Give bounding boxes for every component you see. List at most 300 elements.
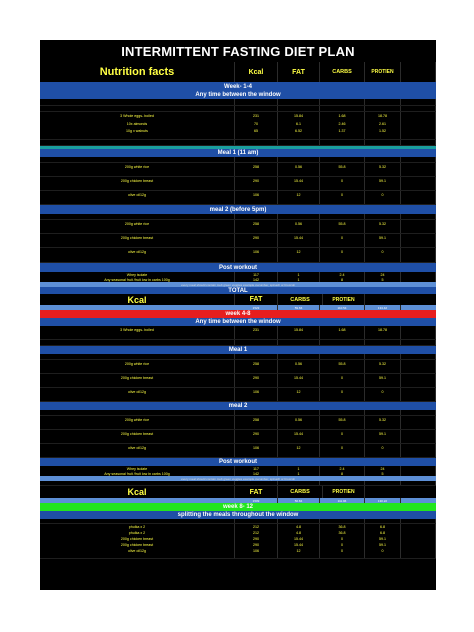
header-cell: PROTIEN <box>323 486 365 498</box>
cell <box>365 99 401 105</box>
cell <box>235 157 278 162</box>
cell-extra <box>401 62 436 82</box>
cell-label: 200g white rice <box>40 360 235 368</box>
cell-protien: 5 <box>365 277 401 282</box>
cell <box>365 199 401 204</box>
cell <box>365 438 401 443</box>
cell <box>365 424 401 429</box>
cell-fat: 15.44 <box>278 177 320 185</box>
cell <box>365 452 401 457</box>
cell <box>235 199 278 204</box>
cell-fat: 4.8 <box>278 530 320 536</box>
cell <box>235 140 278 145</box>
cell <box>320 340 365 345</box>
cell <box>278 340 320 345</box>
header-cell: PROTIEN <box>365 62 401 82</box>
cell <box>40 99 235 105</box>
cell-carbs: 55.8 <box>320 416 365 424</box>
cell-kcal: 290 <box>235 536 278 542</box>
cell <box>40 185 235 190</box>
cell <box>40 199 235 204</box>
total-cell: 130.22 <box>365 498 401 503</box>
cell-kcal: 212 <box>235 524 278 530</box>
diet-plan-sheet <box>40 40 436 590</box>
cell <box>40 214 235 219</box>
cell <box>278 185 320 190</box>
cell <box>320 481 365 485</box>
cell <box>320 106 365 111</box>
cell-kcal: 258 <box>235 220 278 228</box>
cell-label: 200g chicken breast <box>40 536 235 542</box>
cell-carbs: 2.4 <box>320 466 365 471</box>
cell-fat: 0.56 <box>278 163 320 171</box>
kcal-header-3 <box>40 486 436 498</box>
cell <box>235 424 278 429</box>
cell-label: 10x almonds <box>40 120 235 127</box>
meal1-band-2: Meal 1 <box>40 346 436 354</box>
cell <box>365 340 401 345</box>
cell <box>401 334 436 339</box>
cell-label: 200g chicken breast <box>40 542 235 548</box>
cell <box>235 256 278 262</box>
cell-protien: 0 <box>365 191 401 199</box>
cell <box>40 554 235 558</box>
cell-protien: 5 <box>365 471 401 476</box>
cell <box>365 214 401 219</box>
cell-fat: 12 <box>278 248 320 256</box>
food-row-chicken-3 <box>40 430 436 438</box>
cell <box>320 554 365 558</box>
food-row-eggs-2 <box>40 326 436 334</box>
cell-fat: 15.84 <box>278 326 320 334</box>
cell <box>401 242 436 247</box>
cell-fat: 15.44 <box>278 430 320 438</box>
cell-fat: 1 <box>278 277 320 282</box>
cell <box>365 242 401 247</box>
cell-kcal: 231 <box>235 326 278 334</box>
cell-carbs: 0 <box>320 548 365 554</box>
cell <box>320 99 365 105</box>
cell-protien: 59.1 <box>365 374 401 382</box>
cell-extra <box>401 388 436 396</box>
cell <box>320 140 365 145</box>
cell-kcal: 70 <box>235 120 278 127</box>
cell-label: olive oil12g <box>40 191 235 199</box>
cell <box>278 214 320 219</box>
cell-protien: 1.52 <box>365 127 401 134</box>
cell <box>278 199 320 204</box>
cell <box>278 354 320 359</box>
cell <box>40 424 235 429</box>
cell <box>278 452 320 457</box>
cell <box>401 452 436 457</box>
cell-label: 200g chicken breast <box>40 177 235 185</box>
cell-kcal: 290 <box>235 374 278 382</box>
cell-kcal: 290 <box>235 177 278 185</box>
cell-kcal: 106 <box>235 388 278 396</box>
cell-kcal: 106 <box>235 248 278 256</box>
cell <box>235 554 278 558</box>
kcal-header-2 <box>40 294 436 305</box>
cell-label: 200g white rice <box>40 163 235 171</box>
cell-extra <box>401 416 436 424</box>
veggie-note-2: every meal should contain melt green veggies example cucumber, spinach or broccoli <box>40 476 436 481</box>
cell <box>40 140 235 145</box>
cell-protien: 5.32 <box>365 360 401 368</box>
cell <box>40 382 235 387</box>
cell-carbs: 36.8 <box>320 524 365 530</box>
cell <box>401 340 436 345</box>
cell <box>235 185 278 190</box>
cell-extra <box>401 234 436 242</box>
splitting-meals-band: splitting the meals throughout the window <box>40 511 436 519</box>
cell <box>365 519 401 523</box>
cell <box>401 554 436 558</box>
cell-kcal: 117 <box>235 272 278 277</box>
cell-carbs: 0 <box>320 248 365 256</box>
cell-kcal: 106 <box>235 548 278 554</box>
cell <box>365 368 401 373</box>
cell-carbs: 55.8 <box>320 163 365 171</box>
cell <box>40 519 235 523</box>
cell <box>235 106 278 111</box>
cell <box>401 199 436 204</box>
cell-protien: 18.78 <box>365 326 401 334</box>
cell <box>235 368 278 373</box>
cell-protien: 59.1 <box>365 536 401 542</box>
cell-protien: 6.8 <box>365 524 401 530</box>
total-cell: 56.84 <box>278 498 320 503</box>
cell <box>401 134 436 139</box>
cell <box>40 171 235 176</box>
total-band: TOTAL <box>40 287 436 294</box>
cell <box>235 481 278 485</box>
food-row-eggs <box>40 112 436 120</box>
header-cell: Kcal <box>235 62 278 82</box>
plan-title: INTERMITTENT FASTING DIET PLAN <box>121 43 355 59</box>
cell-protien: 5.32 <box>365 416 401 424</box>
cell-label: olive oil12g <box>40 444 235 452</box>
cell-extra <box>401 430 436 438</box>
total-cell: 1509 <box>235 498 278 503</box>
cell <box>235 396 278 401</box>
cell <box>320 424 365 429</box>
cell <box>365 140 401 145</box>
cell <box>40 157 235 162</box>
cell-protien: 0 <box>365 548 401 554</box>
cell <box>40 438 235 443</box>
cell-extra <box>401 177 436 185</box>
cell-fat: 6.52 <box>278 127 320 134</box>
cell <box>401 396 436 401</box>
cell <box>365 106 401 111</box>
cell <box>401 99 436 105</box>
cell-fat: 12 <box>278 548 320 554</box>
header-cell: Nutrition facts <box>40 62 235 82</box>
cell-extra <box>401 120 436 127</box>
cell-kcal: 231 <box>235 112 278 120</box>
cell <box>320 256 365 262</box>
cell-label: 200g chicken breast <box>40 430 235 438</box>
cell <box>320 410 365 415</box>
cell <box>235 452 278 457</box>
cell <box>235 382 278 387</box>
cell <box>401 438 436 443</box>
cell-carbs: 1.68 <box>320 326 365 334</box>
cell-protien: 2.61 <box>365 120 401 127</box>
cell-fat: 15.44 <box>278 374 320 382</box>
cell-kcal: 65 <box>235 127 278 134</box>
cell-carbs: 36.8 <box>320 530 365 536</box>
cell <box>320 242 365 247</box>
cell-label: 200g chicken breast <box>40 374 235 382</box>
cell <box>401 140 436 145</box>
cell <box>40 256 235 262</box>
cell <box>401 519 436 523</box>
cell-kcal: 258 <box>235 163 278 171</box>
cell-fat: 12 <box>278 388 320 396</box>
cell <box>235 519 278 523</box>
cell <box>401 410 436 415</box>
header-cell: PROTIEN <box>323 294 365 305</box>
cell <box>320 452 365 457</box>
cell <box>278 242 320 247</box>
cell <box>235 134 278 139</box>
cell-fat: 15.44 <box>278 542 320 548</box>
cell-carbs: 0 <box>320 444 365 452</box>
cell <box>235 410 278 415</box>
cell <box>40 354 235 359</box>
cell <box>235 354 278 359</box>
cell <box>40 396 235 401</box>
cell <box>320 396 365 401</box>
cell-carbs: 0 <box>320 177 365 185</box>
cell <box>40 334 235 339</box>
cell-kcal: 117 <box>235 466 278 471</box>
cell <box>320 157 365 162</box>
cell-carbs: 55.8 <box>320 220 365 228</box>
cell-protien: 0 <box>365 248 401 256</box>
cell-kcal: 212 <box>235 530 278 536</box>
cell-fat: 4.8 <box>278 524 320 530</box>
cell-kcal: 106 <box>235 444 278 452</box>
cell <box>401 106 436 111</box>
cell-fat: 12 <box>278 444 320 452</box>
header-cell: CARBS <box>278 486 323 498</box>
cell <box>320 228 365 233</box>
cell-fat: 6.1 <box>278 120 320 127</box>
cell-protien: 59.1 <box>365 177 401 185</box>
cell-fat: 0.56 <box>278 416 320 424</box>
cell <box>401 424 436 429</box>
cell-kcal: 142 <box>235 277 278 282</box>
cell-extra <box>401 248 436 256</box>
cell-fat: 1 <box>278 466 320 471</box>
cell <box>320 354 365 359</box>
cell <box>40 134 235 139</box>
cell-carbs: 0 <box>320 542 365 548</box>
cell-protien: 59.1 <box>365 542 401 548</box>
cell-protien: 6.8 <box>365 530 401 536</box>
cell-fat: 12 <box>278 191 320 199</box>
cell <box>320 382 365 387</box>
cell <box>40 242 235 247</box>
food-row-oil-2 <box>40 388 436 396</box>
week-8-12-band: week 8- 12 <box>40 503 436 511</box>
cell-protien: 18.78 <box>365 112 401 120</box>
cell-label: 3 Whole eggs- boiled <box>40 326 235 334</box>
food-row-almonds <box>40 120 436 127</box>
cell <box>320 199 365 204</box>
cell-carbs: 0 <box>320 234 365 242</box>
cell-carbs: 0 <box>320 536 365 542</box>
cell <box>278 410 320 415</box>
cell-protien: 5.32 <box>365 163 401 171</box>
cell-extra <box>401 191 436 199</box>
cell-fat: 15.84 <box>278 112 320 120</box>
cell-carbs: 55.8 <box>320 360 365 368</box>
cell-label: olive oil12g <box>40 248 235 256</box>
cell <box>235 438 278 443</box>
cell-carbs: 8 <box>320 471 365 476</box>
food-row-walnuts <box>40 127 436 134</box>
cell <box>40 368 235 373</box>
cell <box>401 157 436 162</box>
cell-label: Any seasonal fruit /fruit low in carbs 100g <box>40 471 235 476</box>
total-cell: 1523 <box>235 305 278 310</box>
cell <box>40 340 235 345</box>
cell <box>278 368 320 373</box>
cell <box>40 452 235 457</box>
food-row-oil <box>40 191 436 199</box>
meal1-band: Meal 1 (11 am) <box>40 149 436 157</box>
cell-kcal: 106 <box>235 191 278 199</box>
cell <box>365 382 401 387</box>
cell-kcal: 258 <box>235 360 278 368</box>
week-1-4-band: Week- 1-4 <box>40 82 436 91</box>
cell-fat: 0.56 <box>278 220 320 228</box>
cell <box>278 256 320 262</box>
blank-row <box>40 99 436 106</box>
cell <box>365 228 401 233</box>
cell-extra <box>401 326 436 334</box>
cell <box>401 368 436 373</box>
cell <box>320 334 365 339</box>
cell-kcal: 142 <box>235 471 278 476</box>
cell <box>235 242 278 247</box>
cell-extra <box>401 127 436 134</box>
total-cell: 111.96 <box>320 498 365 503</box>
total-cell: 110.54 <box>320 305 365 310</box>
cell <box>278 157 320 162</box>
meal2-band-2: meal 2 <box>40 402 436 410</box>
cell <box>320 519 365 523</box>
cell <box>401 228 436 233</box>
cell <box>401 256 436 262</box>
cell-extra <box>401 112 436 120</box>
cell <box>365 171 401 176</box>
cell <box>235 228 278 233</box>
cell-kcal: 258 <box>235 416 278 424</box>
header-cell: CARBS <box>278 294 323 305</box>
food-row-rice-2 <box>40 360 436 368</box>
cell-label: olive oil12g <box>40 548 235 554</box>
total-cell: 134.42 <box>365 305 401 310</box>
cell-extra <box>401 163 436 171</box>
cell-protien: 0 <box>365 388 401 396</box>
food-row-rice-3 <box>40 416 436 424</box>
cell <box>320 185 365 190</box>
cell <box>320 438 365 443</box>
header-cell: CARBS <box>320 62 365 82</box>
cell <box>320 214 365 219</box>
cell <box>401 481 436 485</box>
cell <box>365 354 401 359</box>
cell-label: 3 Whole eggs- boiled <box>40 112 235 120</box>
cell <box>235 340 278 345</box>
cell <box>278 134 320 139</box>
cell <box>365 134 401 139</box>
cell-extra <box>401 220 436 228</box>
cell <box>278 519 320 523</box>
cell <box>40 481 235 485</box>
cell <box>40 106 235 111</box>
food-row-chicken <box>40 177 436 185</box>
header-cell: FAT <box>235 486 278 498</box>
cell-protien: 0 <box>365 444 401 452</box>
cell-label: 200g chicken breast <box>40 234 235 242</box>
cell <box>320 134 365 139</box>
cell-protien: 5.32 <box>365 220 401 228</box>
cell-fat: 15.44 <box>278 234 320 242</box>
cell <box>320 171 365 176</box>
cell-kcal: 290 <box>235 542 278 548</box>
meal2-band: meal 2 (before 5pm) <box>40 205 436 214</box>
cell <box>365 410 401 415</box>
cell-fat: 0.56 <box>278 360 320 368</box>
total-cell: 59.66 <box>278 305 320 310</box>
cell-carbs: 0 <box>320 430 365 438</box>
cell <box>40 228 235 233</box>
header-cell: FAT <box>235 294 278 305</box>
cell <box>235 334 278 339</box>
anytime-window-band: Any time between the window <box>40 91 436 99</box>
cell-extra <box>401 444 436 452</box>
blank-row <box>40 256 436 263</box>
food-row-chicken <box>40 234 436 242</box>
cell-fat: 15.44 <box>278 536 320 542</box>
cell <box>365 481 401 485</box>
cell <box>365 396 401 401</box>
cell <box>365 256 401 262</box>
cell <box>278 334 320 339</box>
anytime-window-band-2: Any time between the window <box>40 318 436 326</box>
blank-row <box>40 554 436 559</box>
nutrition-header <box>40 62 436 82</box>
cell <box>278 481 320 485</box>
post-workout-band: Post workout <box>40 263 436 272</box>
cell-label: 200g white rice <box>40 220 235 228</box>
cell <box>401 354 436 359</box>
cell-kcal: 290 <box>235 234 278 242</box>
cell-extra <box>401 374 436 382</box>
cell-carbs: 0 <box>320 191 365 199</box>
cell <box>278 424 320 429</box>
food-row-rice <box>40 220 436 228</box>
cell <box>365 554 401 558</box>
cell <box>40 410 235 415</box>
cell <box>278 171 320 176</box>
